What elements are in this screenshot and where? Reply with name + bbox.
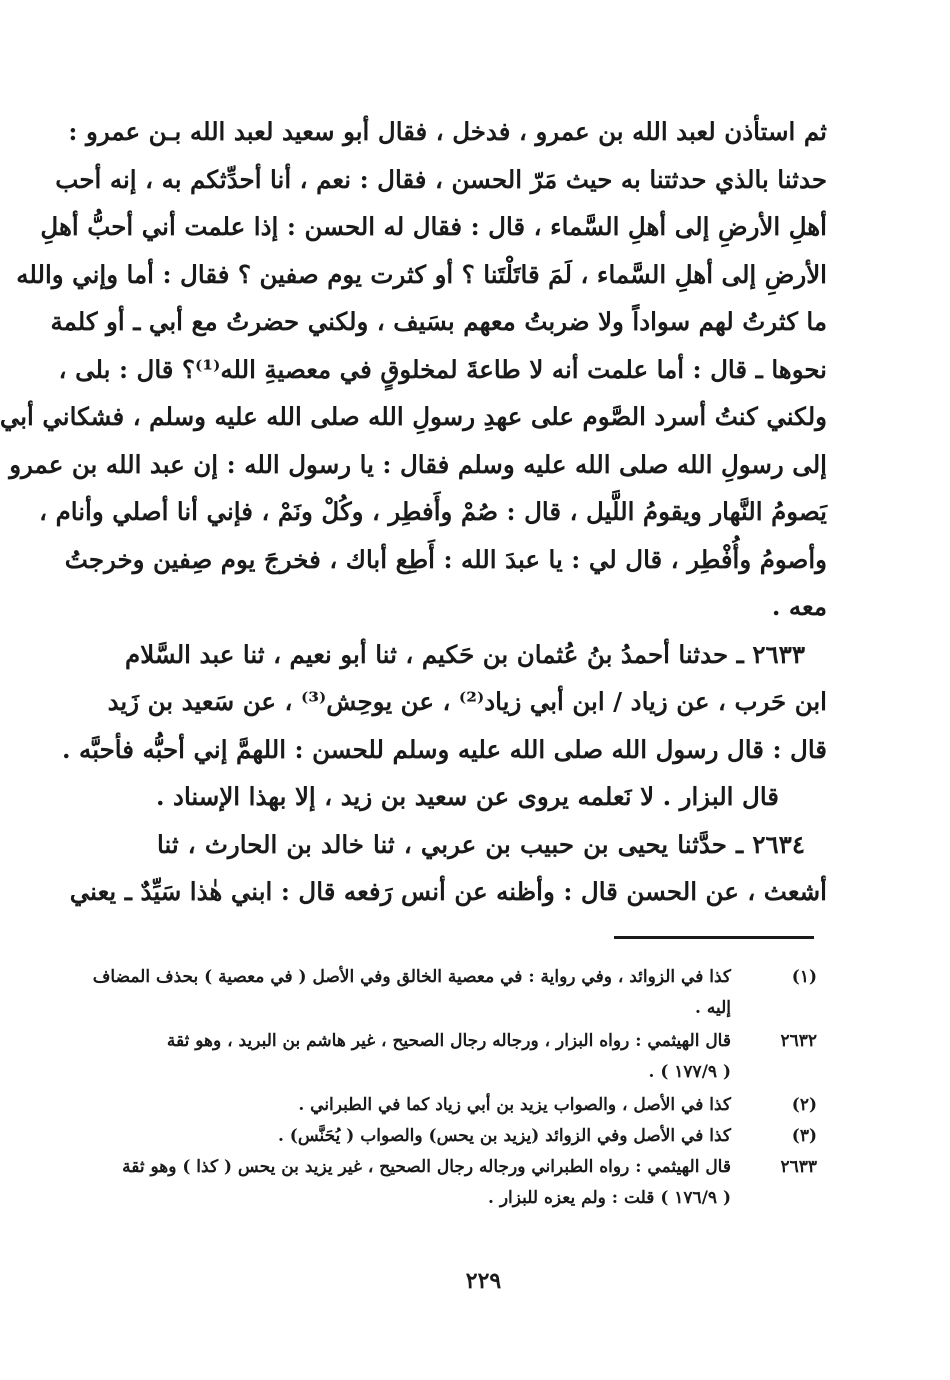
text-line: ابن حَرب ، عن زياد / ابن أبي زياد⁽²⁾ ، عن يوحِش⁽³⁾ ، عن سَعيد بن زَيد: [107, 687, 827, 716]
footnote-text: كذا في الأصل وفي الزوائد (يزيد بن يحس) والصواب ( يُحَنَّس) .: [277, 1126, 731, 1146]
footnote-number: (٣): [791, 1126, 817, 1146]
footnote-text: كذا في الأصل ، والصواب يزيد بن أبي زياد كما في الطبراني .: [298, 1095, 731, 1115]
footnote-number: ٢٦٣٣: [780, 1157, 817, 1177]
text-line: إلى رسولِ الله صلى الله عليه وسلم فقال : يا رسول الله : إن عبد الله بن عمرو: [9, 449, 827, 479]
footnotes: [92, 962, 817, 1214]
text-line: أشعث ، عن الحسن قال : وأظنه عن أنس رَفعه قال : ابني هٰذا سَيِّدٌ ـ يعني: [69, 877, 827, 906]
footnote-text: قال الهيثمي : رواه البزار ، ورجاله رجال الصحيح ، غير هاشم بن البريد ، وهو ثقة: [166, 1031, 731, 1051]
text-line: وأصومُ وأُفْطِر ، قال لي : يا عبدَ الله : أَطِع أباك ، فخرجَ يوم صِفين وخرجتُ: [64, 544, 827, 574]
text-line: ما كثرتُ لهم سواداً ولا ضربتُ معهم بسَيف ، ولكني حضرتُ مع أبي ـ أو كلمة: [50, 307, 827, 336]
text-line: نحوها ـ قال : أما علمت أنه لا طاعةَ لمخلوقٍ في معصيةِ الله⁽¹⁾؟ قال : بلى ،: [58, 354, 827, 384]
text-line: أهلِ الأرضِ إلى أهلِ السَّماء ، قال : فقال له الحسن : إذا علمت أني أحبُّ أهلِ: [40, 212, 827, 241]
footnote-text: ( ١٧٦/٩ ) قلت : ولم يعزه للبزار .: [488, 1188, 731, 1208]
text-line: ثم استأذن لعبد الله بن عمرو ، فدخل ، فقال أبو سعيد لعبد الله بـن عمرو :: [68, 117, 827, 146]
text-line: حدثنا بالذي حدثتنا به حيث مَرّ الحسن ، فقال : نعم ، أنا أحدِّثكم به ، إنه أحب: [55, 164, 827, 194]
text-line: معه .: [771, 592, 827, 621]
footnote: [92, 962, 817, 1024]
text-line: ولكني كنتُ أسرد الصَّوم على عهدِ رسولِ الله صلى الله عليه وسلم ، فشكاني أبي: [0, 402, 827, 431]
footnote-number: (٢): [791, 1095, 817, 1115]
bazzar-comment: قال البزار . لا نَعلمه يروى عن سعيد بن زيد ، إلا بهذا الإسناد .: [155, 782, 779, 811]
footnote-text: كذا في الزوائد ، وفي رواية : في معصية الخالق وفي الأصل ( في معصية ) بحذف المضاف: [92, 967, 731, 987]
page-number: ٢٢٩: [465, 1268, 502, 1294]
footnote: [157, 1121, 817, 1152]
footnote: [157, 1090, 817, 1121]
footnote-text: قال الهيثمي : رواه الطبراني ورجاله رجال الصحيح ، غير يزيد بن يحس ( كذا ) وهو ثقة: [122, 1157, 731, 1177]
hadith-2633-start: ٢٦٣٣ ـ حدثنا أحمدُ بنُ عُثمان بن حَكيم ، ثنا أبو نعيم ، ثنا عبد السَّلام: [125, 639, 805, 669]
footnote-number: (١): [791, 967, 817, 987]
footnote-number: ٢٦٣٢: [780, 1031, 817, 1051]
footnote: [122, 1152, 817, 1214]
main-text: [0, 108, 827, 916]
footnote-text: إليه .: [695, 998, 731, 1018]
footnote: [157, 1026, 817, 1088]
footnote-text: ( ١٧٧/٩ ) .: [648, 1062, 731, 1082]
text-line: الأرضِ إلى أهلِ السَّماء ، لَمَ قاتَلْتَنا ؟ أو كثرت يوم صفين ؟ فقال : أما وإني والله: [16, 259, 827, 289]
text-line: يَصومُ النَّهار ويقومُ اللَّيل ، قال : صُمْ وأَفطِر ، وكُلْ ونَمْ ، فإني أنا أصلي وأنام ،: [39, 497, 827, 526]
footnote-separator: [614, 936, 814, 939]
hadith-2634-start: ٢٦٣٤ ـ حدَّثنا يحيى بن حبيب بن عربي ، ثنا خالد بن الحارث ، ثنا: [157, 829, 805, 859]
text-line: قال : قال رسول الله صلى الله عليه وسلم للحسن : اللهمَّ إني أحبُّه فأحبَّه .: [62, 734, 827, 764]
